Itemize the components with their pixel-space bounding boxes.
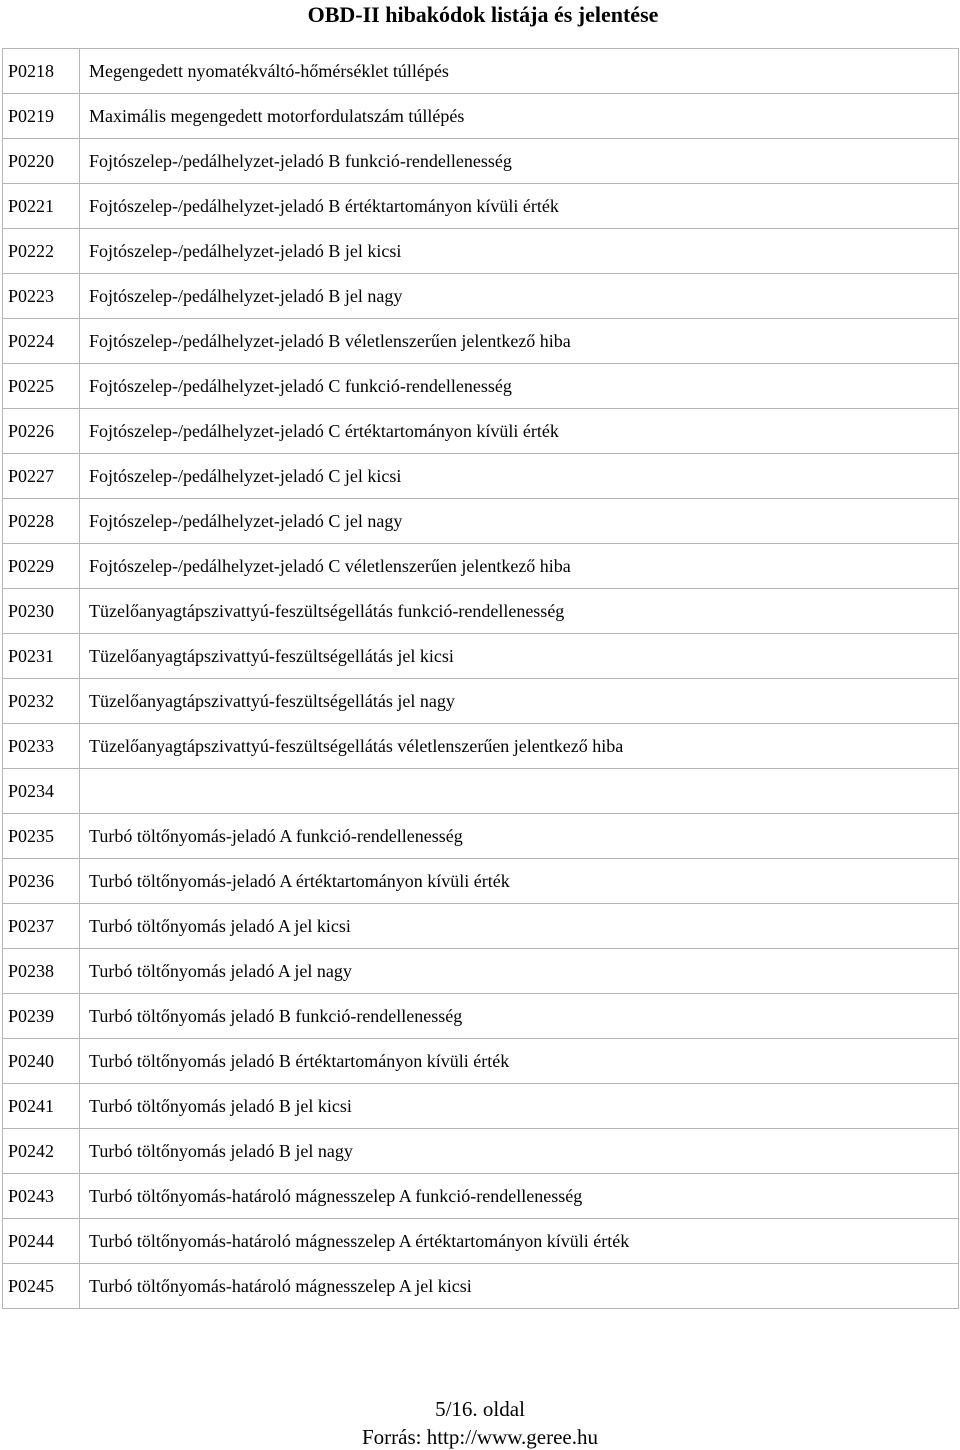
error-description-cell [80, 769, 959, 814]
table-row [3, 1129, 959, 1174]
table-row [3, 859, 959, 904]
error-description-cell: Turbó töltőnyomás jeladó B értéktartományon kívüli érték [80, 1039, 959, 1084]
table-row [3, 544, 959, 589]
table-row [3, 1219, 959, 1264]
error-description-cell: Turbó töltőnyomás jeladó B jel nagy [80, 1129, 959, 1174]
table-row [3, 409, 959, 454]
error-description-cell: Fojtószelep-/pedálhelyzet-jeladó C értéktartományon kívüli érték [80, 409, 959, 454]
table-row [3, 364, 959, 409]
table-row [3, 634, 959, 679]
table-row [3, 1174, 959, 1219]
error-code-cell: P0219 [3, 94, 80, 139]
error-code-cell: P0245 [3, 1264, 80, 1309]
error-code-cell: P0240 [3, 1039, 80, 1084]
page-title-text: OBD-II hibakódok listája és jelentése [307, 2, 659, 27]
error-code-cell: P0224 [3, 319, 80, 364]
table-row [3, 184, 959, 229]
error-code-cell: P0232 [3, 679, 80, 724]
table-row [3, 229, 959, 274]
error-description-cell: Fojtószelep-/pedálhelyzet-jeladó C funkció-rendellenesség [80, 364, 959, 409]
error-code-cell: P0221 [3, 184, 80, 229]
error-code-cell: P0233 [3, 724, 80, 769]
error-code-cell: P0230 [3, 589, 80, 634]
error-code-cell: P0242 [3, 1129, 80, 1174]
error-code-cell: P0220 [3, 139, 80, 184]
source-line: Forrás: http://www.geree.hu [361, 1425, 598, 1449]
codes-table [2, 48, 959, 1309]
error-code-cell: P0236 [3, 859, 80, 904]
error-description-cell: Turbó töltőnyomás-határoló mágnesszelep A jel kicsi [80, 1264, 959, 1309]
table-row [3, 904, 959, 949]
table-row [3, 994, 959, 1039]
error-code-cell: P0244 [3, 1219, 80, 1264]
error-description-cell: Turbó töltőnyomás-határoló mágnesszelep A értéktartományon kívüli érték [80, 1219, 959, 1264]
error-code-cell: P0237 [3, 904, 80, 949]
table-row [3, 724, 959, 769]
error-code-cell: P0226 [3, 409, 80, 454]
table-row [3, 139, 959, 184]
error-code-cell: P0225 [3, 364, 80, 409]
table-row [3, 499, 959, 544]
error-description-cell: Megengedett nyomatékváltó-hőmérséklet túllépés [80, 49, 959, 94]
error-description-cell: Fojtószelep-/pedálhelyzet-jeladó B értéktartományon kívüli érték [80, 184, 959, 229]
table-row [3, 274, 959, 319]
error-code-cell: P0223 [3, 274, 80, 319]
error-code-cell: P0218 [3, 49, 80, 94]
error-description-cell: Tüzelőanyagtápszivattyú-feszültségellátás jel kicsi [80, 634, 959, 679]
error-description-cell: Tüzelőanyagtápszivattyú-feszültségellátás véletlenszerűen jelentkező hiba [80, 724, 959, 769]
error-code-cell: P0227 [3, 454, 80, 499]
error-description-cell: Tüzelőanyagtápszivattyú-feszültségellátás jel nagy [80, 679, 959, 724]
table-row [3, 454, 959, 499]
error-description-cell: Turbó töltőnyomás jeladó B jel kicsi [80, 1084, 959, 1129]
error-description-cell: Turbó töltőnyomás-jeladó A értéktartományon kívüli érték [80, 859, 959, 904]
error-description-cell: Fojtószelep-/pedálhelyzet-jeladó C véletlenszerűen jelentkező hiba [80, 544, 959, 589]
table-row [3, 814, 959, 859]
table-row [3, 679, 959, 724]
page-number: 5/16. oldal [435, 1397, 525, 1421]
codes-table-body [3, 49, 959, 1309]
error-description-cell: Fojtószelep-/pedálhelyzet-jeladó B jel kicsi [80, 229, 959, 274]
error-code-cell: P0239 [3, 994, 80, 1039]
error-description-cell: Fojtószelep-/pedálhelyzet-jeladó C jel nagy [80, 499, 959, 544]
error-description-cell: Turbó töltőnyomás jeladó A jel nagy [80, 949, 959, 994]
table-row [3, 1264, 959, 1309]
table-row [3, 49, 959, 94]
table-row [3, 319, 959, 364]
error-description-cell: Maximális megengedett motorfordulatszám túllépés [80, 94, 959, 139]
table-row [3, 1039, 959, 1084]
error-code-cell: P0231 [3, 634, 80, 679]
error-description-cell: Turbó töltőnyomás jeladó A jel kicsi [80, 904, 959, 949]
error-code-cell: P0235 [3, 814, 80, 859]
error-description-cell: Tüzelőanyagtápszivattyú-feszültségellátás funkció-rendellenesség [80, 589, 959, 634]
table-row [3, 94, 959, 139]
table-row [3, 769, 959, 814]
error-code-cell: P0243 [3, 1174, 80, 1219]
error-description-cell: Turbó töltőnyomás-jeladó A funkció-rendellenesség [80, 814, 959, 859]
error-code-cell: P0228 [3, 499, 80, 544]
error-code-cell: P0238 [3, 949, 80, 994]
error-description-cell: Turbó töltőnyomás-határoló mágnesszelep A funkció-rendellenesség [80, 1174, 959, 1219]
error-description-cell: Fojtószelep-/pedálhelyzet-jeladó B jel nagy [80, 274, 959, 319]
error-code-cell: P0241 [3, 1084, 80, 1129]
table-row [3, 589, 959, 634]
error-description-cell: Fojtószelep-/pedálhelyzet-jeladó C jel kicsi [80, 454, 959, 499]
error-description-cell: Turbó töltőnyomás jeladó B funkció-rendellenesség [80, 994, 959, 1039]
error-code-cell: P0229 [3, 544, 80, 589]
error-description-cell: Fojtószelep-/pedálhelyzet-jeladó B véletlenszerűen jelentkező hiba [80, 319, 959, 364]
error-code-cell: P0222 [3, 229, 80, 274]
error-code-cell: P0234 [3, 769, 80, 814]
page-title [0, 0, 960, 30]
error-description-cell: Fojtószelep-/pedálhelyzet-jeladó B funkció-rendellenesség [80, 139, 959, 184]
table-row [3, 949, 959, 994]
table-row [3, 1084, 959, 1129]
